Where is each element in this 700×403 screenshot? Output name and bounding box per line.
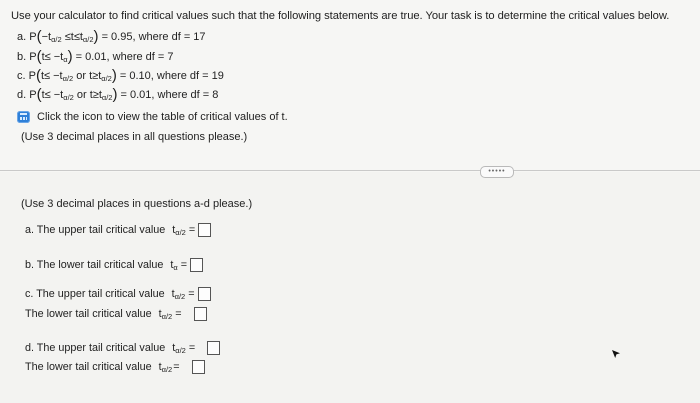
equals-sign: = <box>175 308 182 320</box>
statement-expr: or t≥t <box>73 89 102 101</box>
statement-letter: c. <box>17 70 26 82</box>
statement-tail: = 0.01, where df = 8 <box>117 89 219 101</box>
statement-prob: P <box>29 89 37 101</box>
statement-a <box>17 28 206 45</box>
statement-expr: −t <box>41 31 52 43</box>
mouse-pointer-icon <box>611 349 621 359</box>
equals-sign: = <box>188 342 196 354</box>
statement-sub: α/2 <box>63 93 74 102</box>
question-d-lower <box>25 360 205 374</box>
statement-expr: t≤ −t <box>41 51 64 63</box>
question-c-upper <box>25 287 211 301</box>
statement-tail: = 0.10, where df = 19 <box>116 70 224 82</box>
question-c-lower <box>25 307 207 321</box>
var-sub: α/2 <box>174 291 186 301</box>
var-sub: α/2 <box>175 227 186 237</box>
paren-open: ( <box>36 86 42 103</box>
question-label: a. The upper tail critical value <box>25 224 166 236</box>
statement-sub: α/2 <box>101 74 112 83</box>
answer-input-d-upper[interactable] <box>207 341 220 355</box>
question-b-lower <box>25 258 203 272</box>
statement-letter: d. <box>17 89 27 101</box>
statement-prob: P <box>29 51 37 63</box>
calculator-hint-text: Click the icon to view the table of critical values of t. <box>37 111 288 123</box>
statement-tail: = 0.01, where df = 7 <box>72 51 174 63</box>
statement-c <box>17 67 224 84</box>
statement-sub: α/2 <box>51 35 62 44</box>
statement-expr: t≤ −t <box>40 70 63 82</box>
intro-text: Use your calculator to find critical values such that the following statements are true. Your task is to determine the critical values below. <box>11 10 670 22</box>
var-sub: α <box>173 262 178 272</box>
calculator-hint-row <box>17 111 288 123</box>
equals-sign: = <box>188 224 196 236</box>
statement-d <box>17 86 219 103</box>
statement-expr: or t≥t <box>73 70 102 82</box>
equals-sign: = <box>173 361 180 373</box>
var-t: t <box>172 223 176 236</box>
paren-close: ) <box>111 67 117 84</box>
paren-open: ( <box>35 67 41 84</box>
var-sub: α/2 <box>175 345 186 355</box>
critical-var <box>172 224 186 237</box>
statement-tail: = 0.95, where df = 17 <box>98 31 206 43</box>
question-d-upper <box>25 341 220 355</box>
critical-var <box>159 308 173 321</box>
question-label: c. The upper tail critical value <box>25 288 165 300</box>
answer-decimals-hint: (Use 3 decimal places in questions a-d please.) <box>21 198 253 210</box>
critical-var <box>172 288 186 301</box>
statement-prob: P <box>28 70 36 82</box>
critical-var <box>159 361 173 374</box>
statement-sub: α/2 <box>101 93 113 102</box>
paren-close: ) <box>93 28 99 45</box>
question-panel <box>0 0 700 172</box>
statement-expr: t≤ −t <box>41 89 64 101</box>
answer-input-a-upper[interactable] <box>198 223 211 237</box>
statement-expr: ≤t≤t <box>61 31 83 43</box>
critical-var <box>170 259 177 272</box>
var-t: t <box>172 341 176 354</box>
var-sub: α/2 <box>161 311 173 321</box>
decimals-hint: (Use 3 decimal places in all questions please.) <box>21 131 248 143</box>
statement-sub: α/2 <box>62 74 74 83</box>
paren-open: ( <box>36 28 42 45</box>
answer-input-b-lower[interactable] <box>190 258 203 272</box>
statement-sub: α/2 <box>82 35 94 44</box>
var-t: t <box>158 307 162 320</box>
var-t: t <box>158 360 162 373</box>
equals-sign: = <box>180 259 188 271</box>
expand-more-button[interactable]: ••••• <box>480 166 514 178</box>
var-sub: α/2 <box>161 364 173 374</box>
statement-sub: α <box>63 55 68 64</box>
answer-input-c-lower[interactable] <box>194 307 207 321</box>
section-divider <box>0 170 700 171</box>
statement-letter: a. <box>17 31 27 43</box>
var-t: t <box>171 287 175 300</box>
paren-open: ( <box>36 48 42 65</box>
equals-sign: = <box>188 288 195 300</box>
answer-input-d-lower[interactable] <box>192 360 205 374</box>
var-t: t <box>170 258 174 271</box>
question-label: d. The upper tail critical value <box>25 342 166 354</box>
statement-letter: b. <box>17 51 27 63</box>
paren-close: ) <box>112 86 118 103</box>
question-a-upper <box>25 223 211 237</box>
question-label: b. The lower tail critical value <box>25 259 164 271</box>
critical-var <box>172 342 186 355</box>
question-label: The lower tail critical value <box>25 361 152 373</box>
question-label: The lower tail critical value <box>25 308 152 320</box>
statement-prob: P <box>29 31 37 43</box>
answer-input-c-upper[interactable] <box>198 287 211 301</box>
calculator-icon[interactable] <box>17 111 30 123</box>
statement-b <box>17 48 174 65</box>
paren-close: ) <box>67 48 73 65</box>
